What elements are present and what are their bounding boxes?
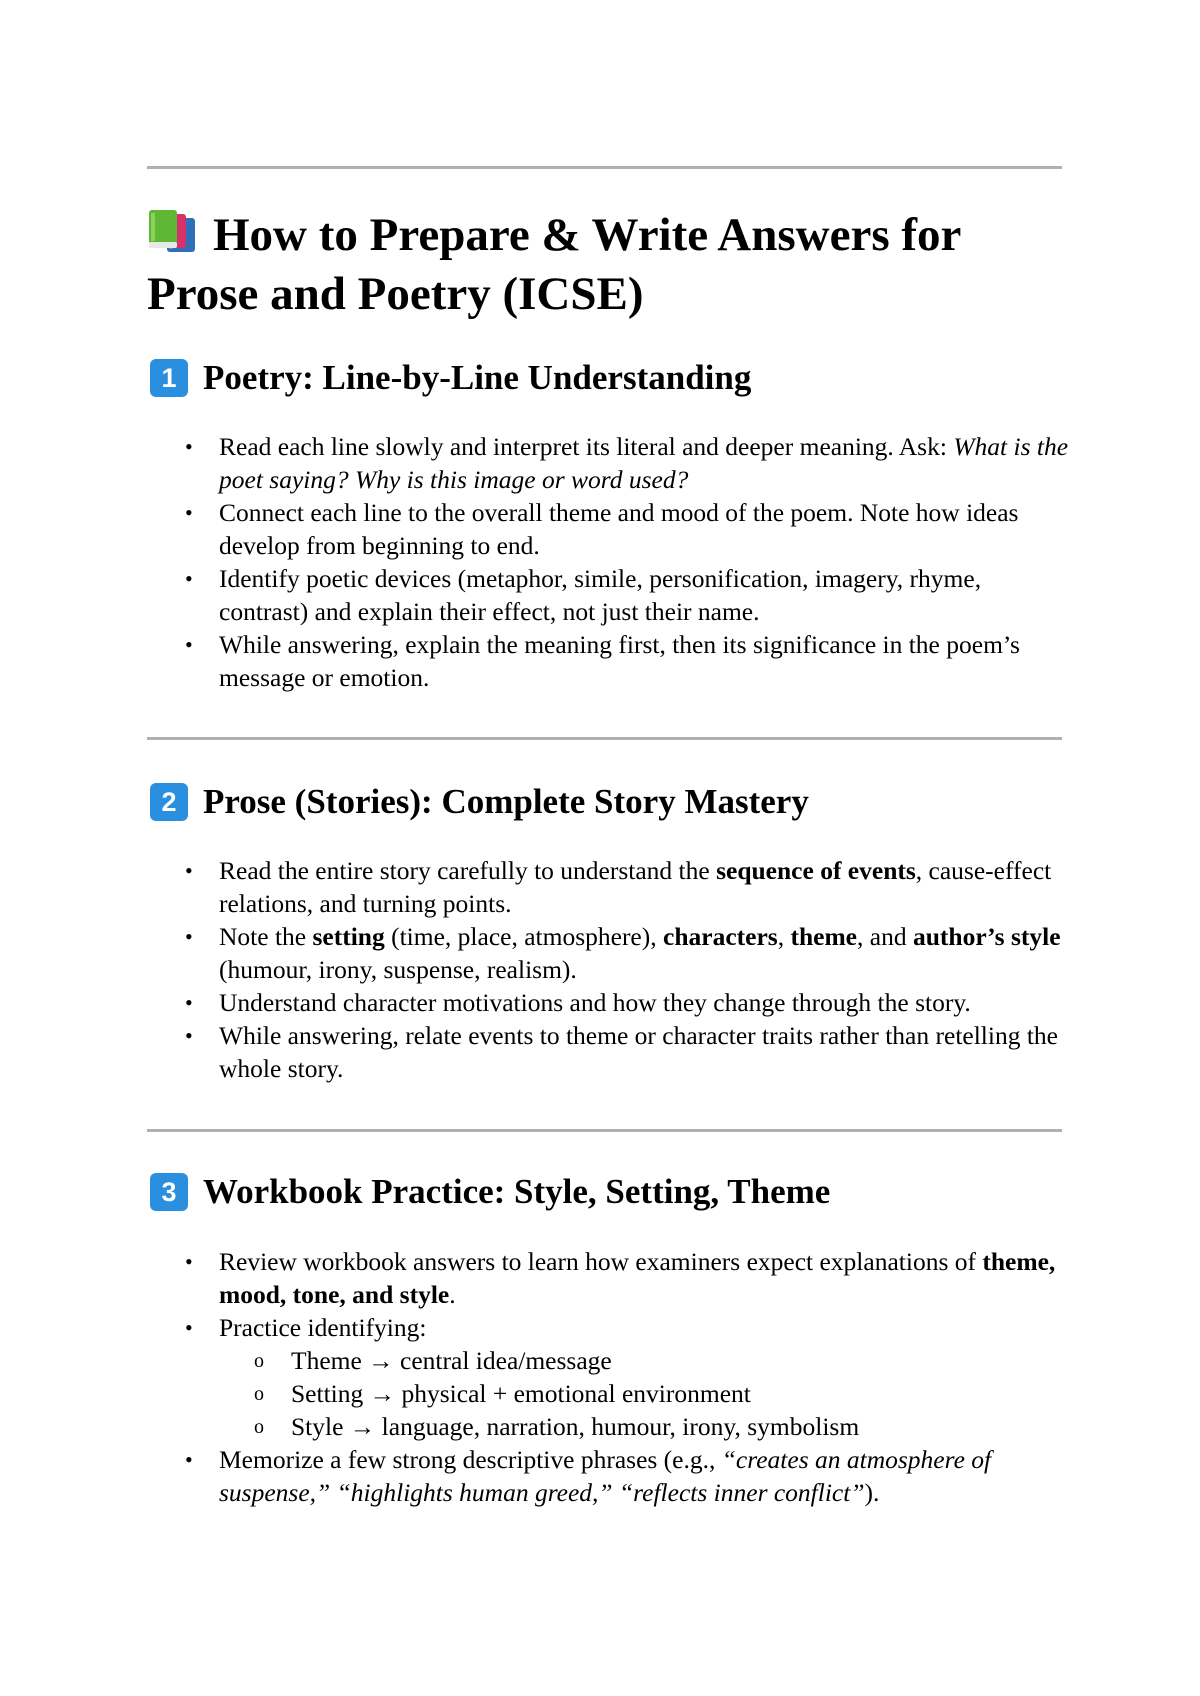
sub-item-text: Setting → physical + emotional environment xyxy=(291,1379,751,1408)
bullet-icon: • xyxy=(185,566,193,591)
item-text: While answering, explain the meaning first, then its significance in the poem’s message or emotion. xyxy=(219,630,1020,692)
bullet-icon: • xyxy=(185,1023,193,1048)
item-text: (humour, irony, suspense, realism). xyxy=(219,955,577,984)
item-text: Note the xyxy=(219,922,313,951)
divider xyxy=(147,1129,1062,1132)
sub-list-item xyxy=(219,1377,991,1410)
list-item xyxy=(0,562,1069,628)
books-icon xyxy=(147,208,199,256)
item-bold-text: sequence of events xyxy=(716,856,916,885)
circle-bullet-icon: o xyxy=(254,1350,264,1372)
item-text: Understand character motivations and how they change through the story. xyxy=(219,988,971,1017)
number-badge-icon: 3 xyxy=(150,1173,188,1211)
sub-list-item xyxy=(219,1344,991,1377)
item-text: Review workbook answers to learn how examiners expect explanations of xyxy=(219,1247,983,1276)
item-bold-text: theme, mood, tone, and style xyxy=(219,1247,1056,1309)
bullet-icon: • xyxy=(185,858,193,883)
item-text: ). xyxy=(864,1478,880,1507)
item-text: While answering, relate events to theme or character traits rather than retelling the whole story. xyxy=(219,1021,1058,1083)
item-text: (time, place, atmosphere), xyxy=(384,922,663,951)
item-text: , cause-effect relations, and turning points. xyxy=(219,856,1052,918)
item-text: Practice identifying: xyxy=(219,1313,427,1342)
section-heading-workbook xyxy=(150,1171,830,1213)
bullet-icon: • xyxy=(185,924,193,949)
bullet-icon: • xyxy=(185,1315,193,1340)
item-text: Read each line slowly and interpret its literal and deeper meaning. Ask: xyxy=(219,432,954,461)
bullet-icon: • xyxy=(185,632,193,657)
list-item xyxy=(0,854,1069,920)
circle-bullet-icon: o xyxy=(254,1416,264,1438)
item-italic-text: What is the poet saying? Why is this image or word used? xyxy=(219,432,1069,494)
workbook-bullet-list xyxy=(0,1245,1069,1509)
sub-item-text: Style → language, narration, humour, irony, symbolism xyxy=(291,1412,860,1441)
item-text: Identify poetic devices (metaphor, simile, personification, imagery, rhyme, contrast) and explain their effect, not just their name. xyxy=(219,564,982,626)
item-italic-text: “creates an atmosphere of suspense,” “highlights human greed,” “reflects inner conflict” xyxy=(219,1445,992,1507)
item-bold-text: author’s style xyxy=(912,922,1061,951)
section-heading-poetry xyxy=(150,357,751,399)
page-title-text: How to Prepare & Write Answers for Prose and Poetry (ICSE) xyxy=(147,209,961,320)
item-bold-text: characters xyxy=(663,922,778,951)
bullet-icon: • xyxy=(185,1447,193,1472)
list-item xyxy=(0,628,1069,694)
section-heading-text: Prose (Stories): Complete Story Mastery xyxy=(203,782,809,821)
list-item xyxy=(0,986,1069,1019)
poetry-bullet-list xyxy=(0,430,1069,694)
number-badge-icon: 2 xyxy=(150,783,188,821)
page-title xyxy=(147,206,1077,324)
list-item xyxy=(0,1245,1069,1311)
list-item xyxy=(0,1443,1069,1509)
section-heading-text: Workbook Practice: Style, Setting, Theme xyxy=(203,1172,831,1211)
prose-bullet-list xyxy=(0,854,1069,1085)
list-item xyxy=(0,920,1069,986)
item-text: Connect each line to the overall theme and mood of the poem. Note how ideas develop from beginning to end. xyxy=(219,498,1019,560)
item-bold-text: theme xyxy=(790,922,858,951)
section-heading-text: Poetry: Line-by-Line Understanding xyxy=(203,358,752,397)
bullet-icon: • xyxy=(185,434,193,459)
list-item xyxy=(0,1019,1069,1085)
item-text: Memorize a few strong descriptive phrases (e.g., xyxy=(219,1445,722,1474)
item-text: , xyxy=(777,922,791,951)
item-text: Read the entire story carefully to understand the xyxy=(219,856,717,885)
divider xyxy=(147,166,1062,169)
list-item xyxy=(0,1311,1069,1443)
bullet-icon: • xyxy=(185,1249,193,1274)
number-badge-icon: 1 xyxy=(150,359,188,397)
sub-item-text: Theme → central idea/message xyxy=(291,1346,612,1375)
sub-list xyxy=(219,1344,1069,1443)
divider xyxy=(147,737,1062,740)
item-text: . xyxy=(449,1280,456,1309)
list-item xyxy=(0,430,1069,496)
circle-bullet-icon: o xyxy=(254,1383,264,1405)
item-bold-text: setting xyxy=(312,922,385,951)
sub-list-item xyxy=(219,1410,991,1443)
section-heading-prose xyxy=(150,781,809,823)
bullet-icon: • xyxy=(185,500,193,525)
list-item xyxy=(0,496,1069,562)
item-text: , and xyxy=(857,922,913,951)
bullet-icon: • xyxy=(185,990,193,1015)
